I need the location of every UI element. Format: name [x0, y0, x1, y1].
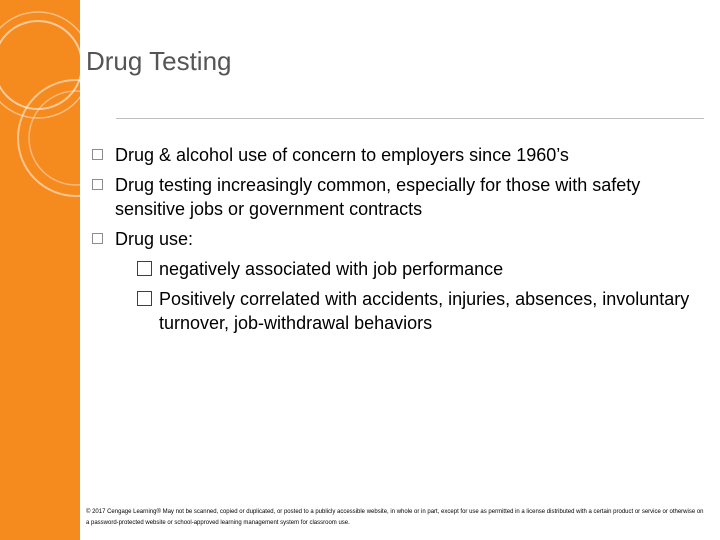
checkbox-bullet-icon: [137, 261, 152, 276]
sub-bullet-text-2: Positively correlated with accidents, injuries, absences, involuntary turnover, job-withdrawal behaviors: [159, 289, 690, 333]
bullet-text-3: Drug use:: [115, 229, 194, 249]
left-accent-band: [0, 0, 80, 540]
sub-bullet-item-1: [137, 257, 712, 281]
title-divider: [116, 118, 704, 119]
bullet-text-2: Drug testing increasingly common, especially for those with safety sensitive jobs or government contracts: [115, 175, 641, 219]
sub-bullet-text-1: negatively associated with job performance: [159, 259, 504, 279]
bullet-list: [92, 143, 712, 341]
sub-bullet-item-2: [137, 287, 712, 335]
checkbox-bullet-icon: [92, 149, 103, 160]
checkbox-bullet-icon: [92, 179, 103, 190]
slide-title: Drug Testing: [86, 46, 232, 76]
checkbox-bullet-icon: [137, 291, 152, 306]
bullet-text-1: Drug & alcohol use of concern to employers since 1960’s: [115, 145, 569, 165]
copyright-footer: © 2017 Cengage Learning® May not be scanned, copied or duplicated, or posted to a publicly accessible website, in whole or in part, except for use as permitted in a license distributed with a certain product or service or otherwise on a password-protected website or school-approved learning management system for classroom use.: [86, 509, 704, 526]
bullet-item-2: [92, 173, 712, 221]
checkbox-bullet-icon: [92, 233, 103, 244]
bullet-item-1: [92, 143, 712, 167]
bullet-item-3: [92, 227, 712, 335]
